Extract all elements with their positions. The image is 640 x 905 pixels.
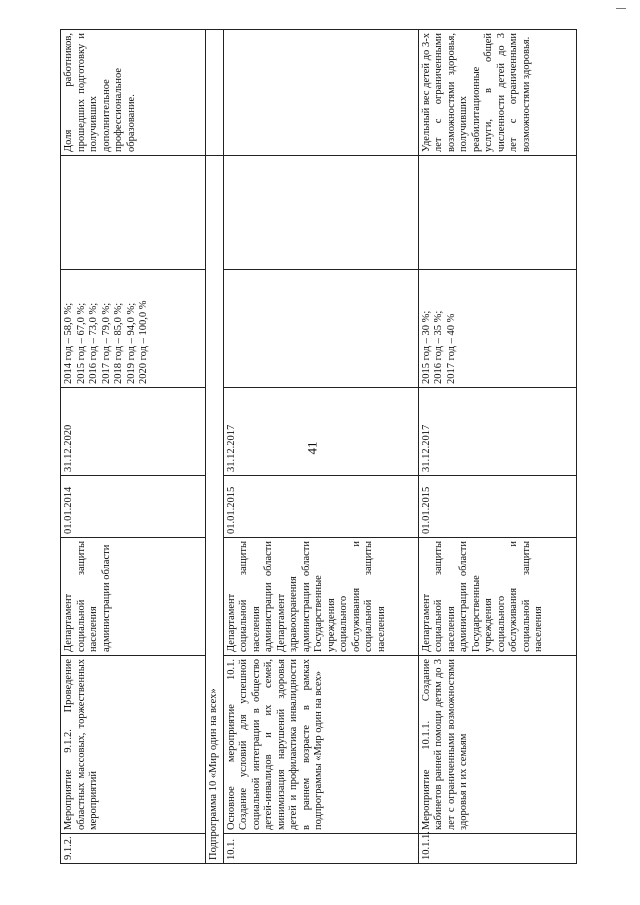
table-row — [61, 30, 206, 864]
indicator: Удельный вес детей до 3-х лет с ограниченными возможностями здоровья, получивших реабилитационные услуги, в общей численности детей до 3 лет с ограниченными возможностями здоровья. — [418, 30, 576, 156]
link-cell — [223, 156, 418, 270]
page-number: 41 — [304, 441, 320, 455]
end-date: 31.12.2020 — [61, 388, 206, 476]
indicator — [223, 30, 418, 156]
result-line: 2015 год – 67,0 %; — [75, 302, 87, 384]
executor: Департамент социальной защиты населения администрации области Департамент здравоохранения администрации области Государственные учреждения социального обслуживания и социальной защиты населения — [223, 538, 418, 656]
row-number: 10.1.1. — [418, 834, 576, 864]
start-date: 01.01.2015 — [418, 476, 576, 538]
result-line: 2015 год – 30 %; — [420, 310, 432, 384]
link-cell — [61, 156, 206, 270]
end-date: 31.12.2017 — [223, 388, 418, 476]
table-row — [223, 30, 418, 864]
row-number: 10.1. — [223, 834, 418, 864]
start-date: 01.01.2015 — [223, 476, 418, 538]
activity-name: Мероприятие 9.1.2. Проведение областных массовых, торжественных мероприятий — [61, 656, 206, 834]
activity-name: Основное мероприятие 10.1. Создание условий для успешной социальной интеграции в общество детей-инвалидов и их семей, минимизация нарушений здоровья детей и профилактика инвалидности в раннем возрасте в рамках подпрограммы «Мир один на всех» — [223, 656, 418, 834]
executor: Департамент социальной защиты населения администрации области — [61, 538, 206, 656]
corner-mark — [616, 8, 626, 9]
result-line: 2017 год – 40 % — [445, 313, 457, 384]
expected-result — [61, 270, 206, 388]
executor: Департамент социальной защиты населения администрации области Государственные учреждения социального обслуживания и социальной защиты населения — [418, 538, 576, 656]
result-line: 2020 год – 100,0 % — [138, 300, 149, 384]
table-row — [418, 30, 576, 864]
result-line: 2016 год – 73,0 %; — [88, 302, 99, 384]
result-line: 2014 год – 58,0 %; — [63, 302, 74, 384]
subprogram-row — [206, 30, 224, 864]
result-line: 2016 год – 35 %; — [433, 310, 444, 384]
subprogram-empty-cell — [206, 30, 224, 156]
subprogram-title: Подпрограмма 10 «Мир один на всех» — [206, 156, 224, 864]
row-number: 9.1.2. — [61, 834, 206, 864]
result-line: 2017 год – 79,0 %; — [100, 302, 112, 384]
expected-result — [223, 270, 418, 388]
end-date: 31.12.2017 — [418, 388, 576, 476]
result-line: 2019 год – 94,0 %; — [125, 302, 137, 384]
start-date: 01.01.2014 — [61, 476, 206, 538]
link-cell — [418, 156, 576, 270]
indicator: Доля работников, прошедших подготовку и получивших дополнительное профессиональное образование. — [61, 30, 206, 156]
rotated-table-container — [60, 30, 544, 864]
activity-name: Мероприятие 10.1.1. Создание кабинетов ранней помощи детям до 3 лет с ограниченными возможностями здоровья и их семьям — [418, 656, 576, 834]
expected-result — [418, 270, 576, 388]
result-line: 2018 год – 85,0 %; — [113, 302, 124, 384]
program-activities-table — [60, 29, 577, 864]
